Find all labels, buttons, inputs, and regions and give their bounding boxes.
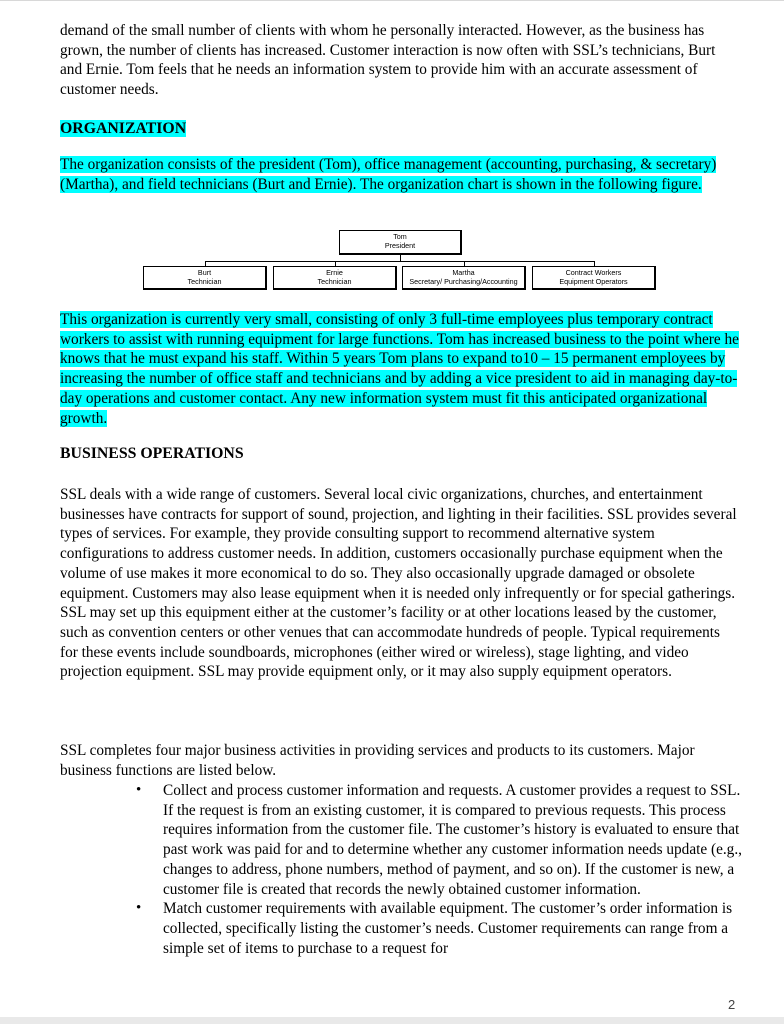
business-operations-paragraph: SSL deals with a wide range of customers. Several local civic organizations, churches, and entertainment businesses have contracts for support of sound, projection, and lighting in their facilities. SSL provides several types of services. For example, they provide consulting support to recommend alternative system configurations to address customer needs. In addition, customers occasionally purchase equipment when the volume of use makes it more economical to do so. They also occasionally upgrade damaged or obsolete equipment. Customers may also lease equipment when it is needed only infrequently or for special gatherings. SSL may set up this equipment either at the customer’s facility or at other locations leased by the customer, such as convention centers or other venues that can accommodate hundreds of people. Typical requirements for these events include soundboards, microphones (either wired or wireless), stage lighting, and video projection equipment. SSL may provide equipment only, or it may also supply equipment operators. — [60, 486, 737, 681]
business-functions-list — [136, 781, 743, 958]
bullet-icon: • — [136, 782, 142, 798]
org-box-name: Tom — [393, 232, 407, 241]
org-box-president — [339, 230, 462, 255]
org-connector-drop — [335, 261, 336, 266]
bullet-icon: • — [136, 900, 142, 917]
org-box-name: Ernie — [326, 268, 343, 277]
org-box-contract-workers — [532, 266, 656, 290]
org-box-burt — [143, 266, 267, 290]
organization-growth-text: This organization is currently very small, consisting of only 3 full-time employees plus temporary contract workers to assist with running equipment for large functions. Tom has increased business to the point where he knows that he must expand his staff. Within 5 years Tom plans to expand to10 – 15 permanent employees by increasing the number of office staff and technicians and by adding a vice president to aid in managing day-to-day operations and customer contact. Any new information system must fit this anticipated organizational growth. — [60, 311, 739, 427]
org-box-role: Technician — [187, 276, 222, 286]
org-box-ernie — [273, 266, 397, 290]
org-box-name: Contract Workers — [565, 268, 622, 277]
organization-heading — [60, 119, 740, 139]
org-box-role: Technician — [317, 276, 352, 286]
intro-paragraph: demand of the small number of clients with whom he personally interacted. However, as the business has grown, the number of clients has increased. Customer interaction is now often with SSL’s technicians, Burt and Ernie. Tom feels that he needs an information system to provide him with an accurate assessment of customer needs. — [60, 22, 716, 99]
organization-growth-paragraph — [60, 310, 740, 428]
page-number: 2 — [728, 997, 736, 1012]
list-item — [136, 781, 743, 899]
org-connector-drop — [464, 261, 465, 266]
org-box-role: Secretary/ Purchasing/Accounting — [409, 276, 518, 286]
list-item-text: Collect and process customer information and requests. A customer provides a request to SSL. If the request is from an existing customer, it is compared to previous requests. This process requires information from the customer file. The customer’s history is evaluated to ensure that past work was paid for and to determine whether any customer information needs update (e.g., changes to address, phone numbers, method of payment, and so on). If the customer is new, a customer file is created that records the newly obtained customer information. — [163, 782, 742, 898]
org-box-martha — [402, 266, 526, 290]
org-connector-drop — [594, 261, 595, 266]
org-connector-horizontal — [205, 261, 595, 262]
list-item-text: Match customer requirements with available equipment. The customer’s order information is collected, specifically listing the customer’s needs. Customer requirements can range from a simple set of items to purchase to a request for — [163, 900, 733, 957]
business-operations-heading: BUSINESS OPERATIONS — [60, 445, 244, 462]
list-item — [136, 899, 743, 958]
org-connector-vertical — [400, 254, 401, 262]
business-functions-intro: SSL completes four major business activities in providing services and products to its customers. Major business functions are listed below. — [60, 742, 695, 779]
organization-paragraph-text: The organization consists of the president (Tom), office management (accounting, purchasing, & secretary) (Martha), and field technicians (Burt and Ernie). The organization chart is shown in the following figure. — [60, 156, 717, 193]
organization-heading-text: ORGANIZATION — [60, 120, 187, 137]
organization-paragraph — [60, 155, 740, 194]
org-box-role: Equipment Operators — [559, 276, 628, 286]
org-box-name: Burt — [197, 268, 212, 277]
org-box-role: President — [384, 240, 416, 250]
org-box-name: Martha — [452, 268, 475, 277]
org-connector-drop — [205, 261, 206, 266]
